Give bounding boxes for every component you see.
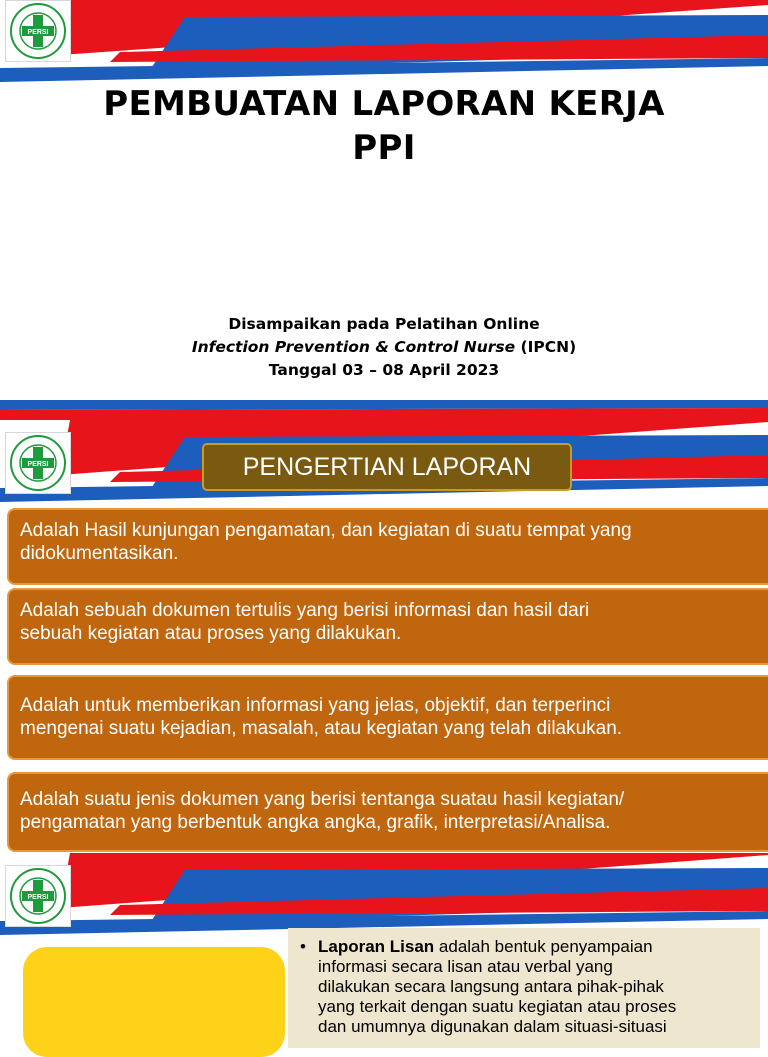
subtitle-date: Tanggal 03 – 08 April 2023 bbox=[268, 361, 500, 379]
slide-report-types bbox=[0, 853, 768, 1036]
presentation-subtitle bbox=[100, 313, 668, 382]
title-line-2: PPI bbox=[352, 128, 416, 168]
persi-logo bbox=[5, 865, 71, 927]
bullet-text-line-4: yang terkait dengan suatu kegiatan atau proses bbox=[318, 997, 677, 1016]
title-line-1: PEMBUATAN LAPORAN KERJA bbox=[103, 84, 665, 124]
definition-3-line-1: Adalah untuk memberikan informasi yang jelas, objektif, dan terperinci bbox=[20, 695, 611, 716]
subtitle-course-abbr: (IPCN) bbox=[520, 338, 577, 356]
yellow-card bbox=[23, 947, 285, 1057]
subtitle-line-1: Disampaikan pada Pelatihan Online bbox=[228, 315, 540, 333]
persi-logo bbox=[5, 0, 71, 62]
bullet-text-line-2: informasi secara lisan atau verbal yang bbox=[318, 957, 613, 976]
slide-definitions bbox=[0, 420, 768, 853]
definition-2-line-2: sebuah kegiatan atau proses yang dilakukan. bbox=[20, 623, 402, 644]
bullet-text-line-5: dan umumnya digunakan dalam situasi-situasi bbox=[318, 1017, 667, 1036]
definition-box-2 bbox=[7, 588, 768, 665]
section-heading: PENGERTIAN LAPORAN bbox=[202, 443, 572, 491]
slide-title bbox=[0, 0, 768, 420]
bullet-text bbox=[318, 937, 740, 1037]
definition-2-line-1: Adalah sebuah dokumen tertulis yang berisi informasi dan hasil dari bbox=[20, 600, 590, 621]
persi-logo bbox=[5, 432, 71, 494]
definition-3-line-2: mengenai suatu kejadian, masalah, atau kegiatan yang telah dilakukan. bbox=[20, 718, 623, 739]
presentation-title bbox=[60, 82, 708, 170]
svg-text:PERSI: PERSI bbox=[27, 461, 49, 468]
definition-1-line-1: Adalah Hasil kunjungan pengamatan, dan kegiatan di suatu tempat yang bbox=[20, 520, 632, 541]
bullet-text-line-3: dilakukan secara langsung antara pihak-pihak bbox=[318, 977, 664, 996]
svg-text:PERSI: PERSI bbox=[27, 894, 49, 901]
bullet-term: Laporan Lisan bbox=[318, 937, 435, 956]
bullet-marker: • bbox=[300, 937, 306, 956]
definition-4-line-1: Adalah suatu jenis dokumen yang berisi tentanga suatau hasil kegiatan/ bbox=[20, 789, 625, 810]
definition-4-line-2: pengamatan yang berbentuk angka angka, grafik, interpretasi/Analisa. bbox=[20, 812, 611, 833]
definition-box-3 bbox=[7, 675, 768, 760]
bullet-laporan-lisan bbox=[300, 937, 740, 1037]
svg-text:PERSI: PERSI bbox=[27, 29, 49, 36]
definition-box-1 bbox=[7, 508, 768, 585]
bullet-text-line-1: adalah bentuk penyampaian bbox=[434, 937, 653, 956]
definition-box-4 bbox=[7, 772, 768, 852]
subtitle-course-name: Infection Prevention & Control Nurse bbox=[191, 338, 521, 356]
subtitle-line-2 bbox=[100, 336, 668, 359]
definition-1-line-2: didokumentasikan. bbox=[20, 543, 179, 564]
